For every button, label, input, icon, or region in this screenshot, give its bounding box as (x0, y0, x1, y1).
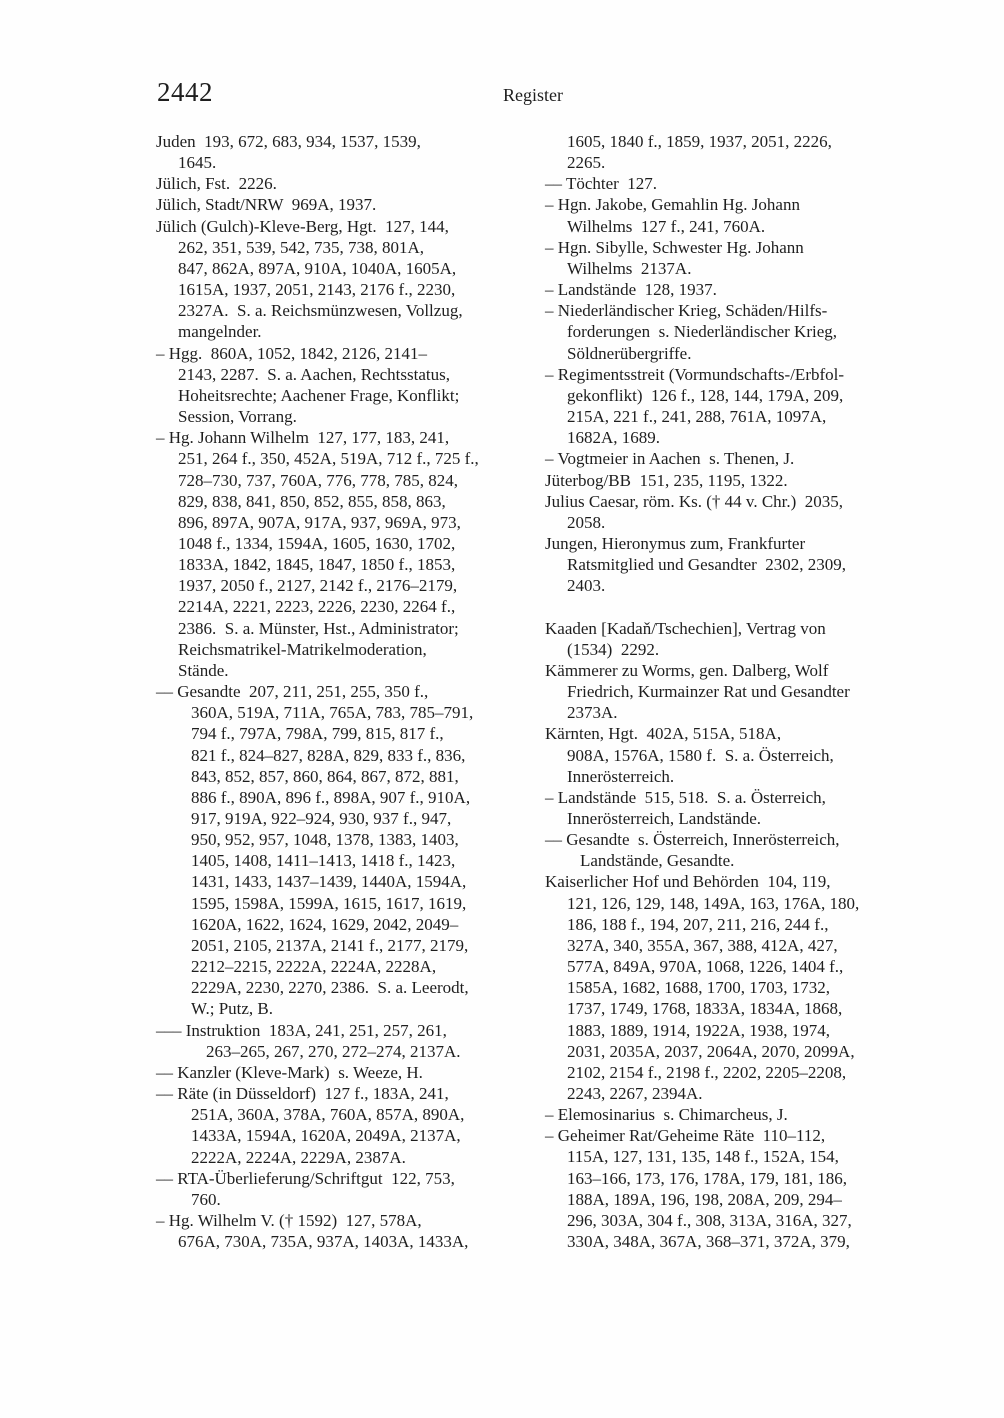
index-line: 886 f., 890A, 896 f., 898A, 907 f., 910A, (191, 787, 471, 807)
index-line: 2229A, 2230, 2270, 2386. S. a. Leerodt, (191, 978, 469, 998)
index-line: 676A, 730A, 735A, 937A, 1403A, 1433A, (178, 1232, 469, 1252)
index-line: 917, 919A, 922–924, 930, 937 f., 947, (191, 809, 452, 828)
index-entry (545, 491, 925, 533)
index-entry (545, 300, 925, 363)
index-line: 2031, 2035A, 2037, 2064A, 2070, 2099A, (567, 1041, 855, 1061)
index-line: (1534) 2292. (567, 639, 660, 659)
index-entry (545, 829, 925, 871)
index-line: 2327A. S. a. Reichsmünzwesen, Vollzug, (178, 301, 463, 321)
index-line: – Hgg. 860A, 1052, 1842, 2126, 2141– (156, 343, 428, 363)
index-line: – Landstände 515, 518. S. a. Österreich, (545, 787, 826, 807)
index-line: 2222A, 2224A, 2229A, 2387A. (191, 1147, 406, 1167)
index-entry (156, 343, 536, 428)
index-line: Jüterbog/BB 151, 235, 1195, 1322. (545, 470, 788, 490)
index-line: 1433A, 1594A, 1620A, 2049A, 2137A, (191, 1126, 461, 1146)
index-line: –– Töchter 127. (545, 174, 658, 194)
index-line: – Hg. Johann Wilhelm 127, 177, 183, 241, (156, 428, 450, 448)
index-line: Jülich, Stadt/NRW 969A, 1937. (156, 195, 377, 215)
index-line: Juden 193, 672, 683, 934, 1537, 1539, (156, 132, 421, 151)
index-entry (545, 173, 925, 194)
index-line: 1883, 1889, 1914, 1922A, 1938, 1974, (567, 1020, 831, 1040)
index-entry (545, 364, 925, 449)
index-line: 1405, 1408, 1411–1413, 1418 f., 1423, (191, 851, 456, 871)
index-line: forderungen s. Niederländischer Krieg, (567, 322, 838, 342)
index-line: 296, 303A, 304 f., 308, 313A, 316A, 327, (567, 1210, 852, 1230)
index-column-right (545, 131, 925, 1252)
index-entry (545, 448, 925, 469)
index-line: 760. (191, 1189, 221, 1209)
index-entry (545, 723, 925, 786)
index-line: 186, 188 f., 194, 207, 211, 216, 244 f., (567, 914, 829, 934)
index-line: – Regimentsstreit (Vormundschafts-/Erbfol- (545, 364, 845, 384)
index-line: – Niederländischer Krieg, Schäden/Hilfs- (545, 301, 828, 321)
index-line: Wilhelms 127 f., 241, 760A. (567, 216, 766, 236)
index-line: Landstände, Gesandte. (580, 851, 735, 871)
index-line: Jülich, Fst. 2226. (156, 174, 277, 194)
index-line: Session, Vorrang. (178, 407, 297, 427)
index-line: –– Gesandte 207, 211, 251, 255, 350 f., (156, 682, 429, 702)
index-line: 2386. S. a. Münster, Hst., Administrator; (178, 618, 459, 638)
index-line: –– Gesandte s. Österreich, Innerösterreich, (545, 830, 840, 850)
index-line: 2212–2215, 2222A, 2224A, 2228A, (191, 957, 437, 977)
index-line: 2373A. (567, 703, 618, 723)
index-entry (156, 194, 536, 215)
index-line: Jülich (Gulch)-Kleve-Berg, Hgt. 127, 144, (156, 216, 449, 236)
index-line: 728–730, 737, 760A, 776, 778, 785, 824, (178, 470, 459, 490)
index-entry (545, 279, 925, 300)
index-line: 1605, 1840 f., 1859, 1937, 2051, 2226, (567, 132, 832, 151)
index-entry (545, 470, 925, 491)
index-line: – Hgn. Jakobe, Gemahlin Hg. Johann (545, 195, 800, 215)
index-line: Jungen, Hieronymus zum, Frankfurter (545, 533, 806, 553)
index-line: – Elemosinarius s. Chimarcheus, J. (545, 1105, 788, 1125)
index-line: Ratsmitglied und Gesandter 2302, 2309, (567, 555, 847, 575)
index-entry (545, 1104, 925, 1125)
index-line: 950, 952, 957, 1048, 1378, 1383, 1403, (191, 830, 459, 850)
index-line: 1620A, 1622, 1624, 1629, 2042, 2049– (191, 914, 459, 934)
index-line: Friedrich, Kurmainzer Rat und Gesandter (567, 682, 850, 702)
index-entry (545, 618, 925, 660)
index-line: Reichsmatrikel-Matrikelmoderation, (178, 639, 427, 659)
index-line: Kaaden [Kadaň/Tschechien], Vertrag von (545, 618, 826, 638)
index-line: W.; Putz, B. (191, 999, 274, 1019)
index-line: 2243, 2267, 2394A. (567, 1084, 703, 1104)
index-line: 1737, 1749, 1768, 1833A, 1834A, 1868, (567, 999, 843, 1019)
index-line: 821 f., 824–827, 828A, 829, 833 f., 836, (191, 745, 466, 765)
index-line: 263–265, 267, 270, 272–274, 2137A. (206, 1041, 461, 1061)
index-line: 843, 852, 857, 860, 864, 867, 872, 881, (191, 766, 459, 786)
index-line: – Vogtmeier in Aachen s. Thenen, J. (545, 449, 795, 469)
index-line: 2265. (567, 153, 606, 173)
index-line: 188A, 189A, 196, 198, 208A, 209, 294– (567, 1189, 842, 1209)
index-line: 577A, 849A, 970A, 1068, 1226, 1404 f., (567, 957, 844, 977)
index-line: 2058. (567, 512, 606, 532)
index-line: 330A, 348A, 367A, 368–371, 372A, 379, (567, 1232, 850, 1252)
index-line: Kämmerer zu Worms, gen. Dalberg, Wolf (545, 660, 829, 680)
index-line: 2051, 2105, 2137A, 2141 f., 2177, 2179, (191, 935, 469, 955)
running-head: Register (503, 85, 563, 105)
index-entry (545, 660, 925, 723)
index-line: Söldnerübergriffe. (567, 343, 692, 363)
index-line: – Geheimer Rat/Geheime Räte 110–112, (545, 1126, 826, 1146)
index-line: 2102, 2154 f., 2198 f., 2202, 2205–2208, (567, 1062, 847, 1082)
index-column-left (156, 131, 536, 1252)
index-line: 215A, 221 f., 241, 288, 761A, 1097A, (567, 407, 827, 427)
index-entry (156, 216, 536, 343)
index-line: 1048 f., 1334, 1594A, 1605, 1630, 1702, (178, 533, 456, 553)
index-line: 251, 264 f., 350, 452A, 519A, 712 f., 725 f., (178, 449, 479, 469)
index-line: 847, 862A, 897A, 910A, 1040A, 1605A, (178, 258, 457, 278)
index-entry (545, 1125, 925, 1252)
index-line: 163–166, 173, 176, 178A, 179, 181, 186, (567, 1168, 848, 1188)
index-line: ––– Instruktion 183A, 241, 251, 257, 261, (156, 1020, 447, 1040)
index-line: 2403. (567, 576, 606, 596)
index-entry (156, 173, 536, 194)
index-line: 829, 838, 841, 850, 852, 855, 858, 863, (178, 491, 446, 511)
index-line: 1682A, 1689. (567, 428, 661, 448)
index-line: 794 f., 797A, 798A, 799, 815, 817 f., (191, 724, 444, 744)
index-line: Innerösterreich. (567, 766, 675, 786)
index-entry (156, 131, 536, 173)
index-line: Kärnten, Hgt. 402A, 515A, 518A, (545, 724, 782, 744)
index-line: 262, 351, 539, 542, 735, 738, 801A, (178, 237, 425, 257)
index-line: 115A, 127, 131, 135, 148 f., 152A, 154, (567, 1147, 839, 1167)
index-line: – Hg. Wilhelm V. († 1592) 127, 578A, (156, 1210, 422, 1230)
index-line: 2143, 2287. S. a. Aachen, Rechtsstatus, (178, 364, 450, 384)
index-entry (545, 533, 925, 596)
index-line: Stände. (178, 660, 229, 680)
index-line: –– Kanzler (Kleve-Mark) s. Weeze, H. (156, 1062, 423, 1082)
index-entry (545, 131, 925, 173)
index-line: Kaiserlicher Hof und Behörden 104, 119, (545, 872, 831, 892)
index-entry (156, 681, 536, 1020)
index-line: 360A, 519A, 711A, 765A, 783, 785–791, (191, 703, 474, 723)
index-line: Wilhelms 2137A. (567, 258, 692, 278)
index-line: 2214A, 2221, 2223, 2226, 2230, 2264 f., (178, 597, 456, 617)
index-entry (545, 871, 925, 1104)
index-line: 1937, 2050 f., 2127, 2142 f., 2176–2179, (178, 576, 458, 596)
index-line: 1615A, 1937, 2051, 2143, 2176 f., 2230, (178, 280, 456, 300)
index-line: 896, 897A, 907A, 917A, 937, 969A, 973, (178, 512, 461, 532)
index-entry (156, 1168, 536, 1210)
index-line: Hoheitsrechte; Aachener Frage, Konflikt; (178, 385, 460, 405)
index-line: 1645. (178, 153, 217, 173)
index-line: 1833A, 1842, 1845, 1847, 1850 f., 1853, (178, 555, 456, 575)
index-line: 121, 126, 129, 148, 149A, 163, 176A, 180, (567, 893, 860, 913)
index-entry (545, 194, 925, 236)
index-line: 908A, 1576A, 1580 f. S. a. Österreich, (567, 745, 834, 765)
index-line: –– RTA-Überlieferung/Schriftgut 122, 753, (156, 1168, 455, 1188)
index-line: gekonflikt) 126 f., 128, 144, 179A, 209, (567, 385, 844, 405)
index-entry (156, 1020, 536, 1062)
index-entry (545, 237, 925, 279)
index-entry (156, 427, 536, 681)
index-line: –– Räte (in Düsseldorf) 127 f., 183A, 241, (156, 1084, 449, 1104)
index-entry (545, 787, 925, 829)
index-line: 327A, 340, 355A, 367, 388, 412A, 427, (567, 935, 838, 955)
index-entry (156, 1083, 536, 1168)
index-entry (156, 1210, 536, 1252)
index-line: 251A, 360A, 378A, 760A, 857A, 890A, (191, 1105, 465, 1125)
page-number: 2442 (157, 77, 213, 107)
index-line: Julius Caesar, röm. Ks. († 44 v. Chr.) 2035, (545, 491, 844, 511)
index-entry (156, 1062, 536, 1083)
section-gap (545, 596, 925, 617)
index-line: – Landstände 128, 1937. (545, 280, 717, 300)
index-line: Innerösterreich, Landstände. (567, 808, 761, 828)
index-line: 1595, 1598A, 1599A, 1615, 1617, 1619, (191, 893, 467, 913)
index-line: – Hgn. Sibylle, Schwester Hg. Johann (545, 237, 804, 257)
index-line: mangelnder. (178, 322, 262, 342)
index-line: 1431, 1433, 1437–1439, 1440A, 1594A, (191, 872, 467, 892)
index-line: 1585A, 1682, 1688, 1700, 1703, 1732, (567, 978, 831, 998)
